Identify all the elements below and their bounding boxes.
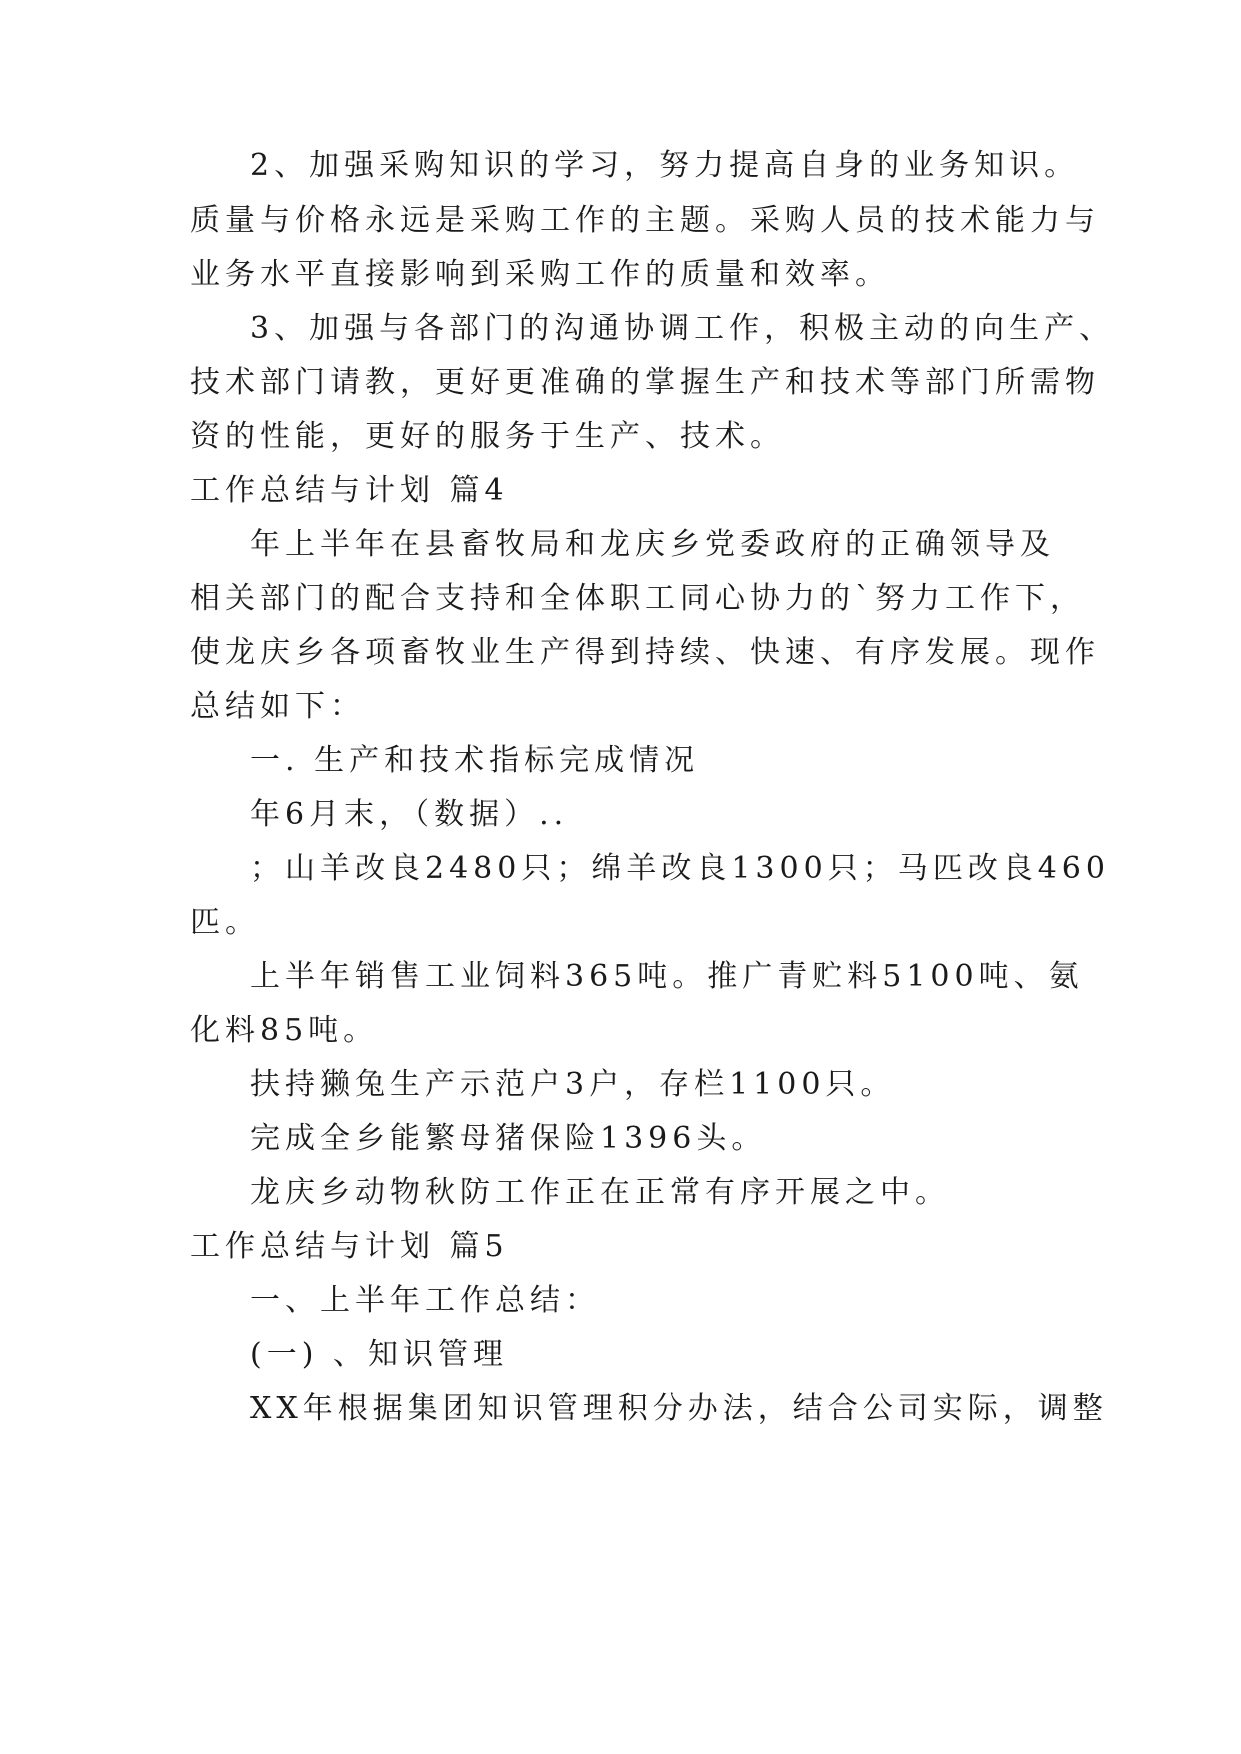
paragraph-line: XX年根据集团知识管理积分办法，结合公司实际，调整 bbox=[250, 1391, 1108, 1426]
paragraph-line: 相关部门的配合支持和全体职工同心协力的`努力工作下， bbox=[190, 581, 1085, 616]
paragraph-line: 龙庆乡动物秋防工作正在正常有序开展之中。 bbox=[250, 1175, 950, 1210]
paragraph-line: (一) 、知识管理 bbox=[250, 1337, 508, 1372]
paragraph-line: 匹。 bbox=[190, 905, 260, 940]
section-heading: 工作总结与计划 篇5 bbox=[190, 1229, 509, 1264]
paragraph-line: 业务水平直接影响到采购工作的质量和效率。 bbox=[190, 257, 890, 292]
paragraph-line: 3、加强与各部门的沟通协调工作，积极主动的向生产、 bbox=[250, 311, 1115, 346]
paragraph-line: 一、上半年工作总结： bbox=[250, 1283, 600, 1318]
paragraph-line: 上半年销售工业饲料365吨。推广青贮料5100吨、氨 bbox=[250, 959, 1084, 994]
paragraph-line: 年6月末，（数据）.. bbox=[250, 797, 569, 832]
paragraph-line: 一. 生产和技术指标完成情况 bbox=[250, 743, 700, 778]
paragraph-line: 2、加强采购知识的学习，努力提高自身的业务知识。 bbox=[250, 148, 1080, 183]
paragraph-line: 化料85吨。 bbox=[190, 1013, 379, 1048]
paragraph-line: 使龙庆乡各项畜牧业生产得到持续、快速、有序发展。现作 bbox=[190, 635, 1100, 670]
paragraph-line: 完成全乡能繁母猪保险1396头。 bbox=[250, 1121, 767, 1156]
paragraph-line: 资的性能，更好的服务于生产、技术。 bbox=[190, 419, 785, 454]
paragraph-line: 质量与价格永远是采购工作的主题。采购人员的技术能力与 bbox=[190, 203, 1100, 238]
paragraph-line: ；山羊改良2480只；绵羊改良1300只；马匹改良460 bbox=[250, 851, 1110, 886]
paragraph-line: 年上半年在县畜牧局和龙庆乡党委政府的正确领导及 bbox=[250, 527, 1055, 562]
paragraph-line: 总结如下： bbox=[190, 689, 365, 724]
section-heading: 工作总结与计划 篇4 bbox=[190, 473, 509, 508]
paragraph-line: 技术部门请教，更好更准确的掌握生产和技术等部门所需物 bbox=[190, 365, 1100, 400]
paragraph-line: 扶持獭兔生产示范户3户，存栏1100只。 bbox=[250, 1067, 896, 1102]
